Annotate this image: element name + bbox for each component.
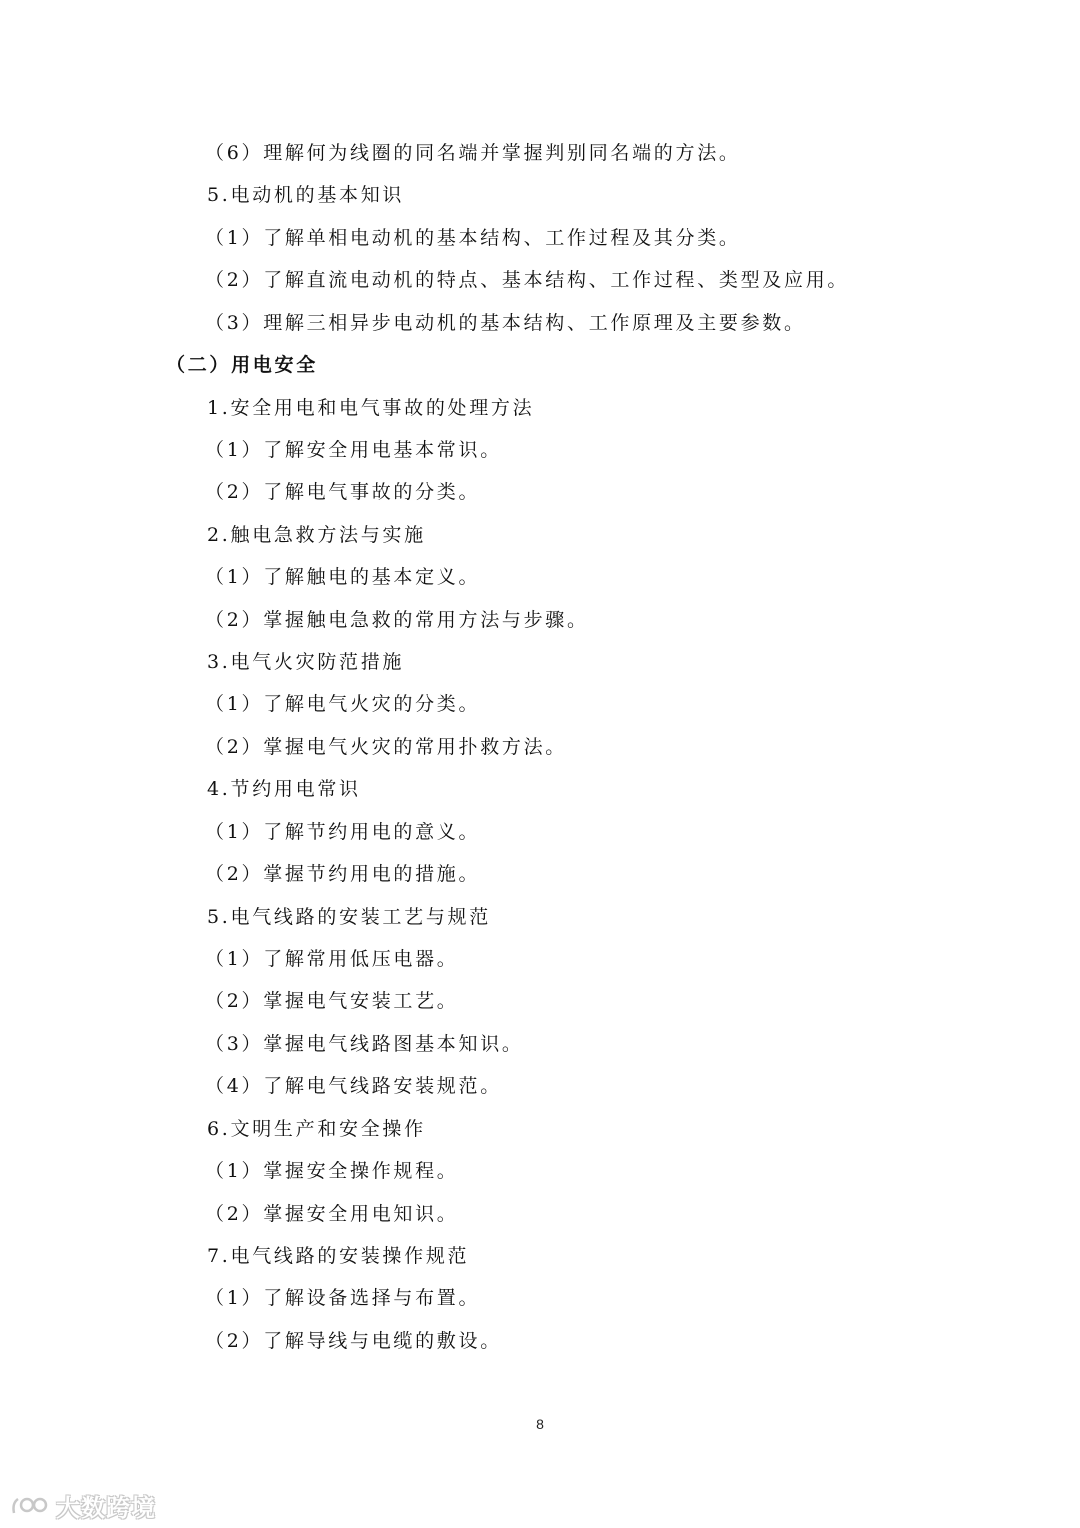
list-subitem: （3）掌握电气线路图基本知识。 [205,1032,524,1055]
list-subitem: （1）了解单相电动机的基本结构、工作过程及其分类。 [205,226,741,249]
list-subitem: （2）掌握安全用电知识。 [205,1202,459,1225]
list-subitem: （2）掌握电气安装工艺。 [205,990,459,1013]
document-body [0,132,1080,1362]
list-item-heading: 7.电气线路的安装操作规范 [207,1244,470,1267]
section-heading: （二）用电安全 [166,354,318,377]
list-subitem: （1）了解节约用电的意义。 [205,820,481,843]
list-subitem: （6）理解何为线圈的同名端并掌握判别同名端的方法。 [205,142,741,164]
list-item-heading: 2.触电急救方法与实施 [207,523,426,546]
list-item-heading: 4.节约用电常识 [207,778,361,801]
logo-icon [10,1491,50,1519]
list-subitem: （2）掌握触电急救的常用方法与步骤。 [205,608,589,631]
list-subitem: （2）掌握节约用电的措施。 [205,863,481,886]
list-item-heading: 5.电气线路的安装工艺与规范 [207,905,491,928]
list-subitem: （1）了解设备选择与布置。 [205,1287,481,1310]
list-subitem: （2）了解导线与电缆的敷设。 [205,1329,502,1352]
list-subitem: （1）了解触电的基本定义。 [205,566,481,589]
watermark-text: 大数跨境 [56,1493,156,1522]
list-item-heading: 5.电动机的基本知识 [207,184,405,207]
list-subitem: （2）掌握电气火灾的常用扑救方法。 [205,735,567,758]
list-subitem: （1）了解安全用电基本常识。 [205,438,502,461]
list-subitem: （2）了解电气事故的分类。 [205,481,481,504]
list-subitem: （1）掌握安全操作规程。 [205,1160,459,1183]
list-subitem: （4）了解电气线路安装规范。 [205,1075,502,1098]
list-subitem: （3）理解三相异步电动机的基本结构、工作原理及主要参数。 [205,311,806,334]
list-subitem: （1）了解常用低压电器。 [205,948,459,971]
page-number: 8 [536,1416,544,1432]
list-subitem: （2）了解直流电动机的特点、基本结构、工作过程、类型及应用。 [205,269,850,292]
watermark [10,1488,156,1522]
list-subitem: （1）了解电气火灾的分类。 [205,693,481,716]
list-item-heading: 1.安全用电和电气事故的处理方法 [207,396,535,419]
list-item-heading: 6.文明生产和安全操作 [207,1117,426,1140]
list-item-heading: 3.电气火灾防范措施 [207,651,405,674]
